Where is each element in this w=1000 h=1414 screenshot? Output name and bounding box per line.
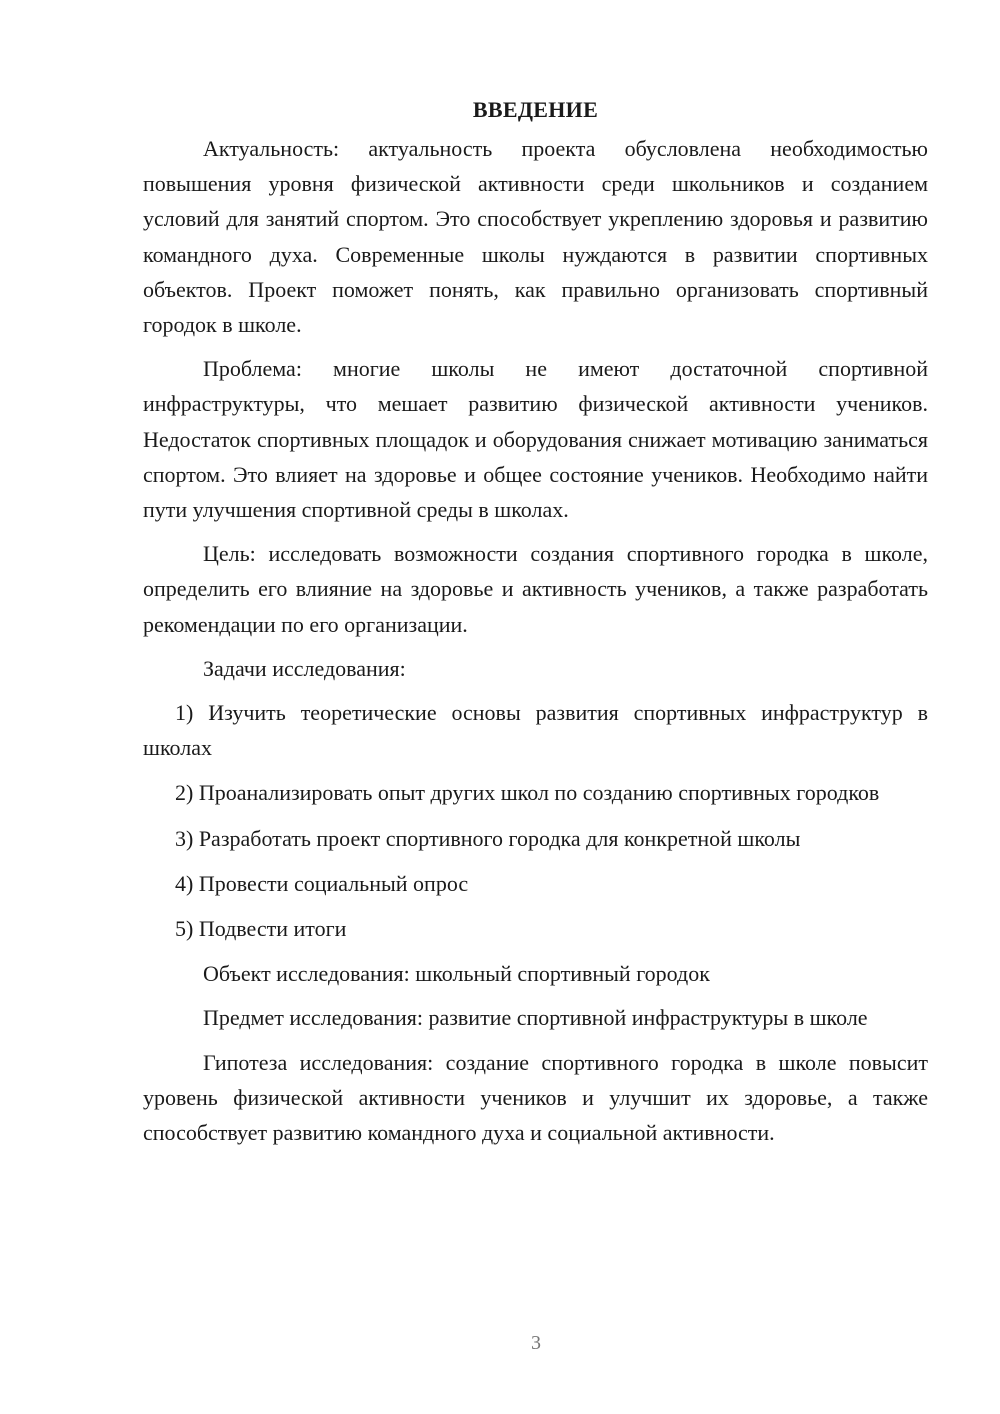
subject-paragraph: Предмет исследования: развитие спортивной инфраструктуры в школе [203, 1005, 868, 1031]
section-title: ВВЕДЕНИЕ [472, 97, 599, 122]
tasks-heading: Задачи исследования: [203, 655, 406, 681]
task-item-4: 4) Провести социальный опрос [175, 870, 469, 896]
task-item-2: 2) Проанализировать опыт других школ по созданию спортивных городков [175, 780, 880, 806]
page-content [143, 92, 928, 1159]
hypothesis-paragraph: Гипотеза исследования: создание спортивного городка в школе повысит уровень физической активности учеников и улучшит их здоровье, а также способствует развитию командного духа и социальной активности. [143, 1049, 928, 1146]
relevance-paragraph: Актуальность: актуальность проекта обусловлена необходимостью повышения уровня физической активности среди школьников и созданием условий для занятий спортом. Это способствует укреплению здоровья и развитию командного духа. Современные школы нуждаются в развитии спортивных объектов. Проект поможет понять, как правильно организовать спортивный городок в школе. [143, 136, 928, 338]
goal-paragraph: Цель: исследовать возможности создания спортивного городка в школе, определить его влияние на здоровье и активность учеников, а также разработать рекомендации по его организации. [143, 541, 928, 637]
problem-paragraph: Проблема: многие школы не имеют достаточной спортивной инфраструктуры, что мешает развитию физической активности учеников. Недостаток спортивных площадок и оборудования снижает мотивацию заниматься спортом. Это влияет на здоровье и общее состояние учеников. Необходимо найти пути улучшения спортивной среды в школах. [143, 356, 928, 523]
object-paragraph: Объект исследования: школьный спортивный городок [203, 961, 710, 987]
page-number: 3 [531, 1332, 541, 1354]
task-item-3: 3) Разработать проект спортивного городка для конкретной школы [175, 825, 801, 851]
task-item-5: 5) Подвести итоги [175, 916, 347, 942]
task-item-1: 1) Изучить теоретические основы развития спортивных инфраструктур в школах [143, 700, 928, 761]
